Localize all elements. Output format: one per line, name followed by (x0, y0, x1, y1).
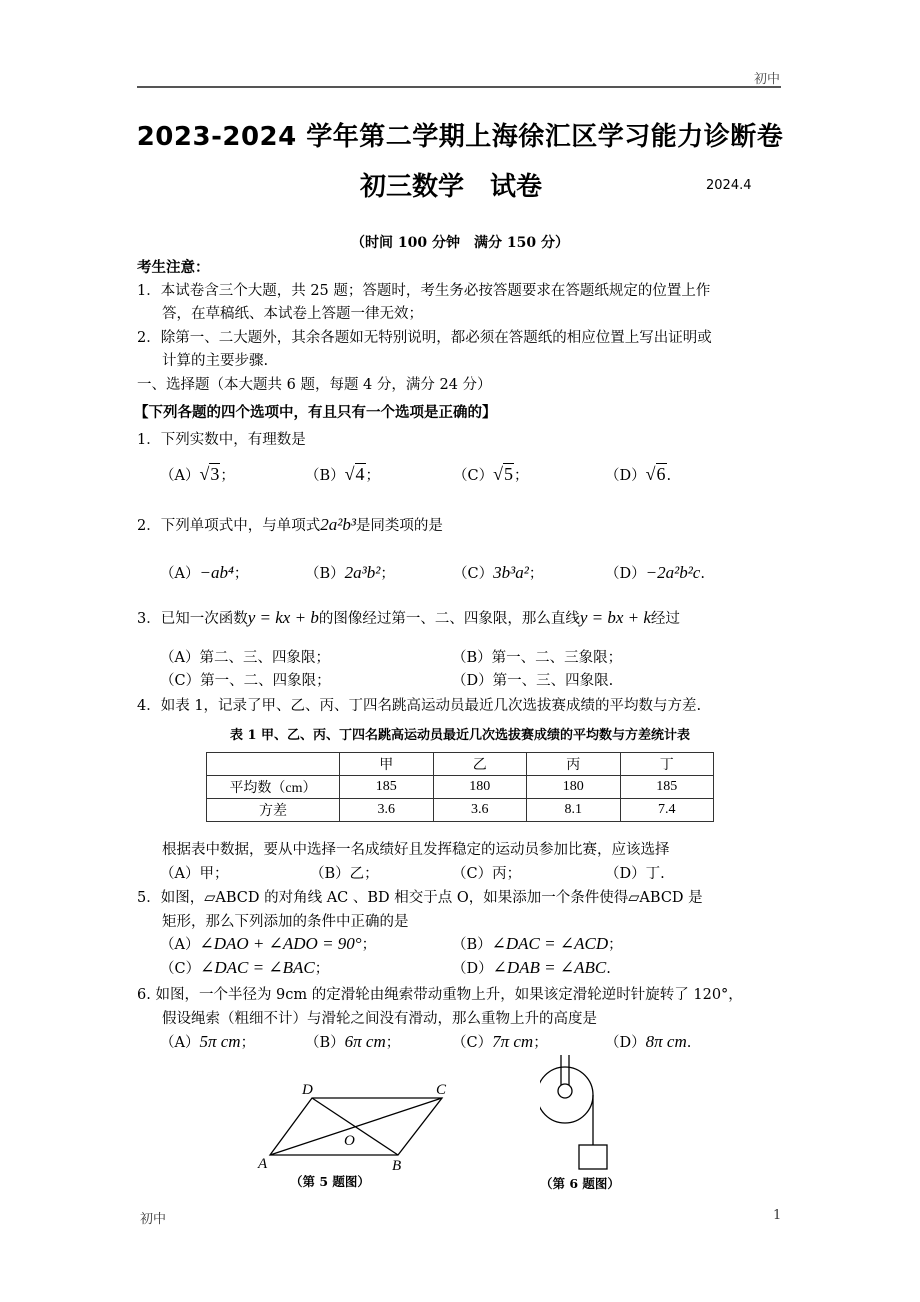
table-header-cell: 丁 (620, 753, 714, 776)
notice-item-1-cont: 答，在草稿纸、本试卷上答题一律无效； (162, 306, 423, 322)
q2-option-d[interactable]: （D）−2a²b²c. (605, 563, 705, 582)
figure-6-caption: （第 6 题图） (540, 1176, 620, 1191)
table-caption: 表 1 甲、乙、丙、丁四名跳高运动员最近几次选拔赛成绩的平均数与方差统计表 (229, 728, 691, 743)
figure-5-caption: （第 5 题图） (290, 1174, 370, 1189)
subject-label: 初三数学 (360, 172, 465, 202)
table-row (207, 799, 714, 822)
table-cell: 3.6 (340, 799, 434, 822)
table-header-cell: 甲 (340, 753, 434, 776)
stats-table (206, 752, 714, 822)
table-cell: 8.1 (527, 799, 621, 822)
section-instruction: 【下列各题的四个选项中，有且只有一个选项是正确的】 (134, 404, 497, 421)
table-row (207, 776, 714, 799)
table-header-row (207, 753, 714, 776)
figure-6-pulley (540, 1055, 630, 1170)
q3-option-d[interactable]: （D）第一、三、四象限. (452, 673, 614, 689)
q5-option-a[interactable]: （A）∠DAO + ∠ADO = 90°； (160, 934, 377, 953)
exam-date: 2024.4 (706, 178, 752, 193)
q5-option-b[interactable]: （B）∠DAC = ∠ACD； (452, 934, 623, 953)
q3-option-b[interactable]: （B）第一、二、三象限； (452, 650, 623, 666)
q1-option-d[interactable]: （D）√6. (605, 464, 672, 484)
q4-option-c[interactable]: （C）丙； (452, 866, 522, 882)
page-title: 2023-2024 学年第二学期上海徐汇区学习能力诊断卷 (136, 122, 784, 152)
q4-option-a[interactable]: （A）甲； (160, 866, 229, 882)
footer-label: 初中 (140, 1212, 167, 1227)
page-subtitle (360, 166, 542, 203)
q6-option-d[interactable]: （D）8π cm. (605, 1032, 692, 1051)
q6-option-c[interactable]: （C）7π cm； (452, 1032, 548, 1051)
q5-option-d[interactable]: （D）∠DAB = ∠ABC. (452, 958, 611, 977)
weight-block (579, 1145, 607, 1169)
table-header-cell: 丙 (527, 753, 621, 776)
vertex-label-b: B (392, 1158, 402, 1174)
q5-option-c[interactable]: （C）∠DAC = ∠BAC； (160, 958, 330, 977)
notice-item-2-cont: 计算的主要步骤. (162, 353, 269, 369)
q4-option-d[interactable]: （D）丁. (605, 866, 665, 882)
q2-option-a[interactable]: （A）−ab⁴； (160, 563, 249, 582)
section-heading: 一、选择题（本大题共 6 题，每题 4 分，满分 24 分） (137, 377, 492, 393)
q3-stem: 3．已知一次函数y = kx + b的图像经过第一、二、四象限，那么直线y = bx + k经过 (137, 608, 680, 627)
table-cell: 185 (620, 776, 714, 799)
q1-option-c[interactable]: （C）√5； (453, 464, 529, 484)
table-header-cell: 乙 (433, 753, 527, 776)
exam-info: （时间 100 分钟 满分 150 分） (351, 235, 569, 251)
vertex-label-a: A (258, 1156, 268, 1172)
vertex-label-d: D (302, 1082, 313, 1098)
table-cell: 180 (527, 776, 621, 799)
q1-stem: 1．下列实数中，有理数是 (137, 432, 306, 448)
q2-expr: 2a²b³ (320, 515, 356, 534)
q1-option-b[interactable]: （B）√4； (305, 464, 381, 484)
q2-option-b[interactable]: （B）2a³b²； (305, 563, 395, 582)
table-header-cell (207, 753, 340, 776)
pulley-axle (558, 1084, 572, 1098)
row-label: 方差 (207, 799, 340, 822)
notice-item-2: 2．除第一、二大题外，其余各题如无特别说明，都必须在答题纸的相应位置上写出证明或 (137, 330, 712, 346)
q4-follow-up: 根据表中数据，要从中选择一名成绩好且发挥稳定的运动员参加比赛，应该选择 (162, 842, 670, 858)
table-cell: 3.6 (433, 799, 527, 822)
q1-option-a[interactable]: （A）√3； (160, 464, 235, 484)
q6-stem-line2: 假设绳索（粗细不计）与滑轮之间没有滑动，那么重物上升的高度是 (162, 1011, 597, 1027)
page-number: 1 (773, 1208, 782, 1223)
table-cell: 180 (433, 776, 527, 799)
q5-stem-line1: 5．如图，▱ABCD 的对角线 AC 、BD 相交于点 O，如果添加一个条件使得▱ABCD 是 (137, 890, 703, 906)
table-cell: 7.4 (620, 799, 714, 822)
q5-stem-line2: 矩形，那么下列添加的条件中正确的是 (162, 914, 409, 930)
q3-option-c[interactable]: （C）第一、二、四象限； (160, 673, 331, 689)
header-label: 初中 (753, 72, 780, 87)
paper-label: 试卷 (490, 172, 543, 202)
center-label-o: O (344, 1133, 355, 1149)
q4-option-b[interactable]: （B）乙； (310, 866, 379, 882)
q6-stem-line1: 6. 如图，一个半径为 9cm 的定滑轮由绳索带动重物上升，如果该定滑轮逆时针旋转了 120°， (137, 987, 743, 1003)
q4-stem: 4．如表 1，记录了甲、乙、丙、丁四名跳高运动员最近几次选拔赛成绩的平均数与方差. (137, 698, 702, 714)
diagonal-bd (312, 1098, 398, 1155)
q6-option-a[interactable]: （A）5π cm； (160, 1032, 256, 1051)
table-cell: 185 (340, 776, 434, 799)
vertex-label-c: C (436, 1082, 447, 1098)
row-label: 平均数（cm） (207, 776, 340, 799)
notice-item-1: 1．本试卷含三个大题，共 25 题；答题时，考生务必按答题要求在答题纸规定的位置上作 (137, 283, 711, 299)
q3-option-a[interactable]: （A）第二、三、四象限； (160, 650, 330, 666)
q2-stem: 2．下列单项式中，与单项式2a²b³是同类项的是 (137, 515, 443, 534)
header-rule (137, 86, 781, 88)
notice-heading: 考生注意： (137, 259, 210, 276)
q6-option-b[interactable]: （B）6π cm； (305, 1032, 401, 1051)
q2-option-c[interactable]: （C）3b³a²； (453, 563, 544, 582)
